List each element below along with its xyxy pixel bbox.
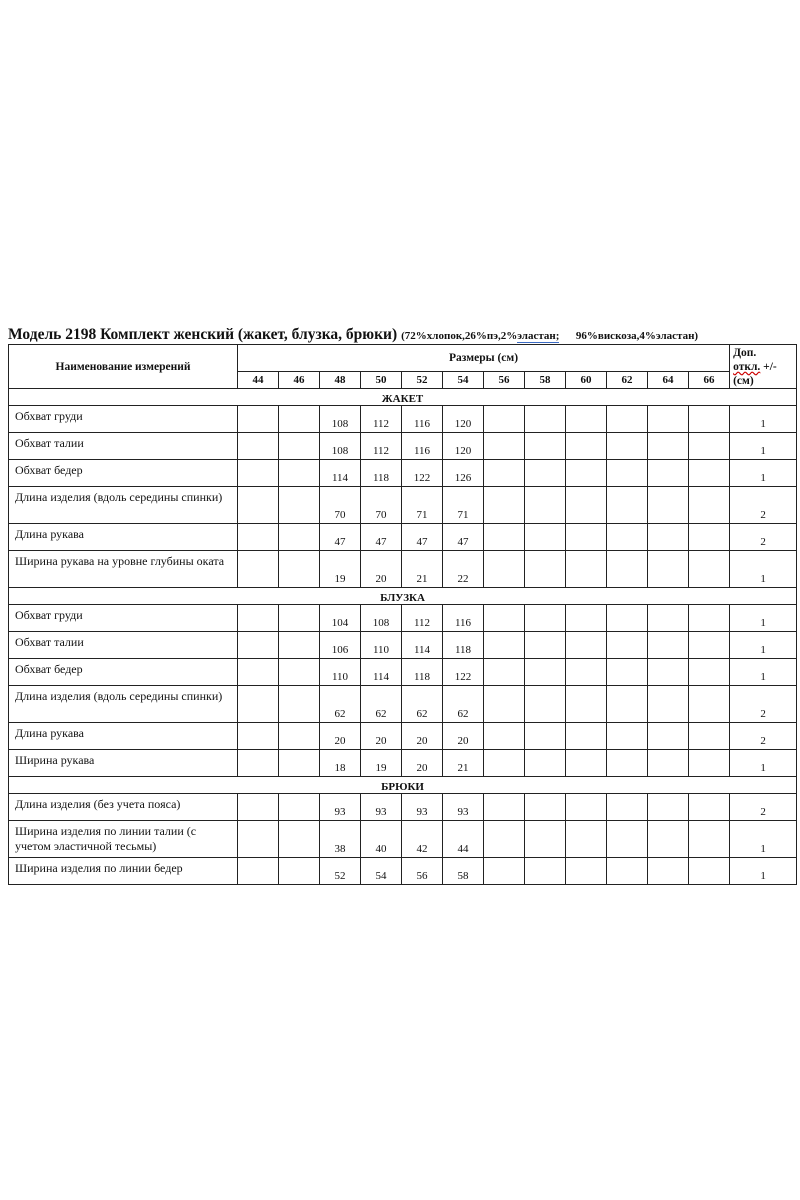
measurement-value: 70 [361, 487, 402, 524]
measurement-value [525, 460, 566, 487]
measurement-value [648, 750, 689, 777]
measurement-value [566, 460, 607, 487]
measurement-value [279, 686, 320, 723]
measurement-value: 112 [361, 433, 402, 460]
measurement-value [648, 487, 689, 524]
measurement-value [607, 433, 648, 460]
measurement-value: 126 [443, 460, 484, 487]
measurement-value [525, 406, 566, 433]
measurement-value [566, 858, 607, 885]
measurement-value: 20 [320, 723, 361, 750]
measurement-value [607, 406, 648, 433]
measurement-value [566, 821, 607, 858]
measurement-value [525, 487, 566, 524]
measurement-value [607, 659, 648, 686]
measurement-value [279, 551, 320, 588]
measurement-value [648, 551, 689, 588]
measurement-value [648, 406, 689, 433]
measurement-name: Длина рукава [9, 723, 238, 750]
tolerance-value: 1 [730, 858, 797, 885]
measurement-name: Длина изделия (вдоль середины спинки) [9, 487, 238, 524]
measurement-value: 54 [361, 858, 402, 885]
measurement-value [484, 821, 525, 858]
measurement-value: 114 [402, 632, 443, 659]
measurement-name: Обхват талии [9, 632, 238, 659]
measurement-value [566, 551, 607, 588]
measurement-value: 20 [402, 750, 443, 777]
measurement-value: 108 [320, 433, 361, 460]
measurement-name: Ширина рукава [9, 750, 238, 777]
tolerance-header-line-2a: откл. [733, 361, 761, 373]
measurement-value: 38 [320, 821, 361, 858]
tolerance-header-line-3: (см) [733, 375, 754, 387]
measurement-value: 104 [320, 605, 361, 632]
measurement-value [484, 723, 525, 750]
measurement-value [484, 433, 525, 460]
measurement-value: 112 [361, 406, 402, 433]
measurement-value: 116 [402, 433, 443, 460]
measurement-value: 47 [443, 524, 484, 551]
measurement-value: 112 [402, 605, 443, 632]
measurement-value [648, 460, 689, 487]
measurement-name: Обхват груди [9, 406, 238, 433]
measurement-value: 52 [320, 858, 361, 885]
measurement-value [238, 460, 279, 487]
measurement-value [525, 659, 566, 686]
measurement-value [484, 406, 525, 433]
measurement-value: 120 [443, 406, 484, 433]
measurement-value [238, 750, 279, 777]
measurement-value [238, 406, 279, 433]
measurement-value [607, 723, 648, 750]
measurement-value [689, 686, 730, 723]
measurement-value [525, 750, 566, 777]
measurement-value: 106 [320, 632, 361, 659]
measurement-value: 21 [443, 750, 484, 777]
measurement-value [648, 794, 689, 821]
measurement-value [566, 524, 607, 551]
measurement-row [9, 487, 797, 524]
measurement-value [648, 686, 689, 723]
measurement-value [525, 433, 566, 460]
tolerance-value: 1 [730, 551, 797, 588]
measurement-value: 47 [320, 524, 361, 551]
measurement-value [689, 524, 730, 551]
measurement-value [525, 632, 566, 659]
measurement-value: 21 [402, 551, 443, 588]
measurement-value: 71 [443, 487, 484, 524]
measurement-value: 122 [402, 460, 443, 487]
tolerance-header-line-2b: +/- [760, 361, 777, 373]
measurement-row [9, 750, 797, 777]
measurement-value [689, 433, 730, 460]
measurement-value [689, 659, 730, 686]
measurement-value [484, 686, 525, 723]
measurement-value: 62 [443, 686, 484, 723]
measurement-value [525, 821, 566, 858]
measurement-value [279, 750, 320, 777]
measurement-value [484, 794, 525, 821]
section-title: БРЮКИ [9, 777, 797, 794]
measurement-value [648, 632, 689, 659]
measurement-value [648, 524, 689, 551]
measurement-name: Обхват бедер [9, 460, 238, 487]
measurement-value [279, 433, 320, 460]
size-header-cell: 50 [361, 372, 402, 389]
measurement-value: 20 [402, 723, 443, 750]
measurement-value: 93 [361, 794, 402, 821]
measurement-value [566, 686, 607, 723]
measurement-value [525, 858, 566, 885]
measurement-value [238, 723, 279, 750]
measurement-value [279, 406, 320, 433]
measurement-row [9, 821, 797, 858]
measurement-value: 19 [320, 551, 361, 588]
measurement-value: 118 [443, 632, 484, 659]
measurement-value [566, 605, 607, 632]
measurement-value [648, 723, 689, 750]
tolerance-value: 1 [730, 406, 797, 433]
measurement-value [484, 659, 525, 686]
measurement-value [689, 723, 730, 750]
size-header-cell: 46 [279, 372, 320, 389]
measurement-value [484, 551, 525, 588]
measurement-value [279, 794, 320, 821]
measurement-value [238, 524, 279, 551]
measurement-value: 42 [402, 821, 443, 858]
section-header-row [9, 777, 797, 794]
measurement-value [238, 551, 279, 588]
section-header-row [9, 588, 797, 605]
measurement-value [689, 487, 730, 524]
measurement-value [607, 750, 648, 777]
measurement-value [648, 433, 689, 460]
measurement-value [279, 821, 320, 858]
measurement-name: Ширина изделия по линии бедер [9, 858, 238, 885]
tolerance-value: 1 [730, 433, 797, 460]
section-title: ЖАКЕТ [9, 389, 797, 406]
measurement-value: 20 [361, 723, 402, 750]
measurement-value [525, 794, 566, 821]
measurement-value [648, 858, 689, 885]
measurement-value [279, 858, 320, 885]
measurement-name: Обхват талии [9, 433, 238, 460]
measurement-value [689, 750, 730, 777]
measurement-value [566, 433, 607, 460]
measurement-value [484, 605, 525, 632]
tolerance-value: 1 [730, 821, 797, 858]
measurement-value: 118 [402, 659, 443, 686]
tolerance-value: 1 [730, 460, 797, 487]
measurement-value: 116 [402, 406, 443, 433]
measurement-value [566, 750, 607, 777]
measurement-value: 47 [361, 524, 402, 551]
measurement-value [238, 686, 279, 723]
tolerance-value: 2 [730, 794, 797, 821]
measurement-value: 108 [320, 406, 361, 433]
measurement-value [607, 686, 648, 723]
measurement-value [279, 460, 320, 487]
document-title [8, 326, 798, 344]
measurement-value [689, 794, 730, 821]
fabric-part-2: эластан; [517, 330, 560, 342]
measurement-value [279, 487, 320, 524]
measurement-value: 47 [402, 524, 443, 551]
measurement-row [9, 858, 797, 885]
tolerance-value: 2 [730, 723, 797, 750]
measurement-value [607, 487, 648, 524]
measurement-value [566, 723, 607, 750]
size-header-cell: 52 [402, 372, 443, 389]
measurement-value [279, 659, 320, 686]
measurement-value: 114 [361, 659, 402, 686]
measurement-row [9, 794, 797, 821]
measurement-value [525, 686, 566, 723]
measurement-value [525, 605, 566, 632]
measurement-value [607, 460, 648, 487]
measurement-value [484, 524, 525, 551]
section-title: БЛУЗКА [9, 588, 797, 605]
measurement-value [607, 858, 648, 885]
measurement-value [607, 551, 648, 588]
size-header-cell: 48 [320, 372, 361, 389]
measurement-value: 108 [361, 605, 402, 632]
measurement-value: 62 [361, 686, 402, 723]
measurement-value: 110 [320, 659, 361, 686]
measurement-row [9, 686, 797, 723]
measurement-value: 58 [443, 858, 484, 885]
measurement-value [238, 487, 279, 524]
measurement-name: Ширина изделия по линии талии (с учетом эластичной тесьмы) [9, 821, 238, 858]
measurement-value [689, 821, 730, 858]
measurement-value [238, 605, 279, 632]
measurement-value [689, 858, 730, 885]
sizes-header: Размеры (см) [238, 345, 730, 372]
measurement-value: 93 [320, 794, 361, 821]
measurement-value [566, 406, 607, 433]
measurement-name-header: Наименование измерений [9, 345, 238, 389]
measurement-value [607, 821, 648, 858]
measurement-value: 71 [402, 487, 443, 524]
size-header-cell: 64 [648, 372, 689, 389]
measurement-value [484, 487, 525, 524]
measurement-value: 93 [402, 794, 443, 821]
fabric-part-1: (72%хлопок,26%пэ,2% [401, 330, 518, 342]
measurement-row [9, 406, 797, 433]
measurement-value: 20 [443, 723, 484, 750]
tolerance-value: 2 [730, 524, 797, 551]
measurement-value: 18 [320, 750, 361, 777]
tolerance-header-line-1: Доп. [733, 347, 757, 359]
measurement-value [648, 821, 689, 858]
measurement-row [9, 524, 797, 551]
measurement-value: 110 [361, 632, 402, 659]
measurement-value [689, 632, 730, 659]
size-header-cell: 62 [607, 372, 648, 389]
section-header-row [9, 389, 797, 406]
measurement-value [484, 750, 525, 777]
measurement-value: 120 [443, 433, 484, 460]
measurement-value: 118 [361, 460, 402, 487]
measurement-value [238, 858, 279, 885]
measurement-value: 93 [443, 794, 484, 821]
measurement-row [9, 433, 797, 460]
measurement-value: 122 [443, 659, 484, 686]
measurement-value [525, 551, 566, 588]
tolerance-value: 2 [730, 487, 797, 524]
measurement-value [566, 487, 607, 524]
tolerance-value: 1 [730, 659, 797, 686]
measurement-value [279, 524, 320, 551]
measurement-value [566, 794, 607, 821]
model-title: Модель 2198 Комплект женский (жакет, блузка, брюки) [8, 326, 398, 343]
size-header-cell: 58 [525, 372, 566, 389]
tolerance-value: 1 [730, 632, 797, 659]
measurement-row [9, 605, 797, 632]
measurement-value [279, 723, 320, 750]
measurement-value: 62 [402, 686, 443, 723]
size-header-cell: 44 [238, 372, 279, 389]
measurement-value [484, 858, 525, 885]
measurement-name: Длина рукава [9, 524, 238, 551]
measurement-row [9, 460, 797, 487]
measurement-value [566, 632, 607, 659]
measurement-value: 116 [443, 605, 484, 632]
measurement-value [484, 632, 525, 659]
measurement-value [648, 605, 689, 632]
measurement-value [279, 632, 320, 659]
measurement-value [525, 723, 566, 750]
measurement-row [9, 632, 797, 659]
table-body [9, 389, 797, 885]
size-header-cell: 66 [689, 372, 730, 389]
measurement-name: Длина изделия (вдоль середины спинки) [9, 686, 238, 723]
measurement-value: 44 [443, 821, 484, 858]
measurement-value [689, 551, 730, 588]
measurement-name: Ширина рукава на уровне глубины оката [9, 551, 238, 588]
measurement-name: Обхват бедер [9, 659, 238, 686]
measurement-value [607, 605, 648, 632]
measurement-value [238, 433, 279, 460]
fabric-part-3: 96%вискоза,4%эластан) [575, 330, 699, 342]
measurement-value [238, 821, 279, 858]
fabric-composition [401, 330, 698, 343]
measurement-value: 20 [361, 551, 402, 588]
measurement-value: 19 [361, 750, 402, 777]
tolerance-value: 1 [730, 605, 797, 632]
measurement-value [689, 605, 730, 632]
measurement-value: 62 [320, 686, 361, 723]
measurement-value: 70 [320, 487, 361, 524]
measurement-value: 22 [443, 551, 484, 588]
measurement-name: Длина изделия (без учета пояса) [9, 794, 238, 821]
measurement-value: 56 [402, 858, 443, 885]
measurement-value [566, 659, 607, 686]
measurement-value [279, 605, 320, 632]
measurement-value [525, 524, 566, 551]
tolerance-value: 1 [730, 750, 797, 777]
tolerance-value: 2 [730, 686, 797, 723]
measurement-value [238, 632, 279, 659]
measurement-row [9, 723, 797, 750]
measurement-value [607, 632, 648, 659]
measurement-value [607, 794, 648, 821]
measurement-row [9, 551, 797, 588]
measurement-value: 40 [361, 821, 402, 858]
measurement-value [607, 524, 648, 551]
measurement-value [238, 794, 279, 821]
measurement-value [689, 460, 730, 487]
measurement-value: 114 [320, 460, 361, 487]
measurement-name: Обхват груди [9, 605, 238, 632]
measurement-value [238, 659, 279, 686]
measurement-row [9, 659, 797, 686]
size-header-cell: 54 [443, 372, 484, 389]
size-header-cell: 56 [484, 372, 525, 389]
measurement-value [484, 460, 525, 487]
size-chart-table [8, 344, 797, 885]
measurement-value [689, 406, 730, 433]
measurement-value [648, 659, 689, 686]
tolerance-header [730, 345, 797, 389]
size-header-cell: 60 [566, 372, 607, 389]
